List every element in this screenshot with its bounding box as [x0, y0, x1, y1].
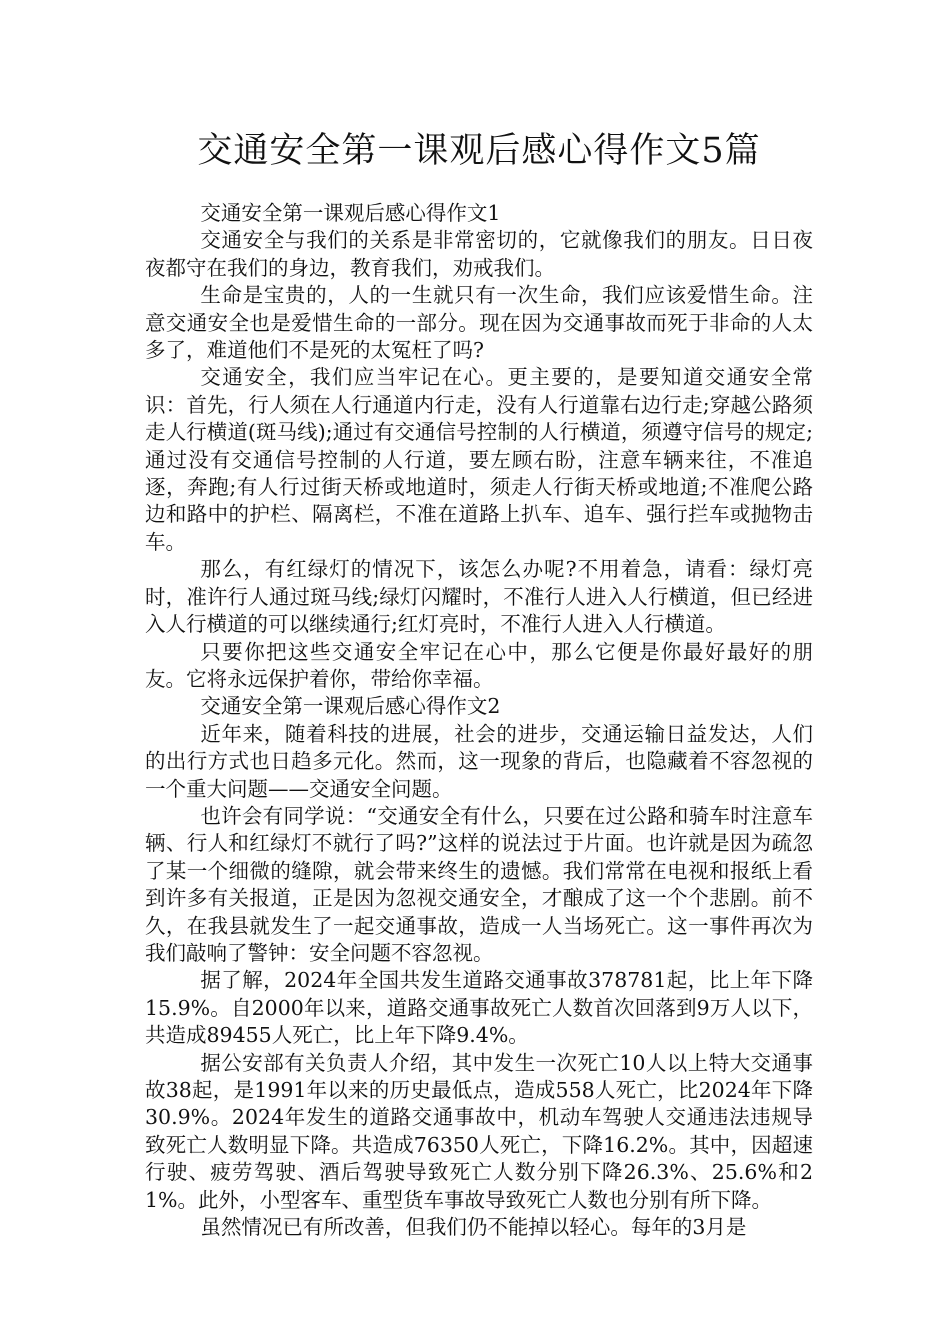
paragraph: 虽然情况已有所改善，但我们仍不能掉以轻心。每年的3月是: [200, 1215, 747, 1240]
paragraph: 据公安部有关负责人介绍，其中发生一次死亡10人以上特大交通事故38起，是1991年以来的历史最低点，造成558人死亡，比2024年下降30.9%。2024年发生的道路交通事故中，机动车驾驶人交通违法违规导致死亡人数明显下降。共造成76350人死亡，下降16.2%。其中，因超速行驶、疲劳驾驶、酒后驾驶导致死亡人数分别下降26.3%、25.6%和21%。此外，小型客车、重型货车事故导致死亡人数也分别有所下降。: [145, 1050, 813, 1212]
paragraph: 也许会有同学说：“交通安全有什么，只要在过公路和骑车时注意车辆、行人和红绿灯不就行了吗?”这样的说法过于片面。也许就是因为疏忽了某一个细微的缝隙，就会带来终生的遗憾。我们常常在电视和报纸上看到许多有关报道，正是因为忽视交通安全，才酿成了这一个个悲剧。前不久，在我县就发生了一起交通事故，造成一人当场死亡。这一事件再次为我们敲响了警钟：安全问题不容忽视。: [145, 803, 813, 965]
paragraph: 交通安全，我们应当牢记在心。更主要的，是要知道交通安全常识：首先，行人须在人行通道内行走，没有人行道靠右边行走;穿越公路须走人行横道(斑马线);通过有交通信号控制的人行横道，须遵守信号的规定;通过没有交通信号控制的人行道，要左顾右盼，注意车辆来往，不准追逐，奔跑;有人行过街天桥或地道时，须走人行街天桥或地道;不准爬公路边和路中的护栏、隔离栏，不准在道路上扒车、追车、强行拦车或抛物击车。: [145, 365, 813, 554]
section-heading: 交通安全第一课观后感心得作文2: [200, 694, 501, 719]
paragraph: 交通安全与我们的关系是非常密切的，它就像我们的朋友。日日夜夜都守在我们的身边，教育我们，劝戒我们。: [145, 228, 813, 280]
paragraph: 生命是宝贵的，人的一生就只有一次生命，我们应该爱惜生命。注意交通安全也是爱惜生命的一部分。现在因为交通事故而死于非命的人太多了，难道他们不是死的太冤枉了吗?: [145, 283, 813, 363]
document-title: 交通安全第一课观后感心得作文5篇: [197, 131, 761, 171]
document-body: [145, 200, 813, 1241]
paragraph: 那么，有红绿灯的情况下，该怎么办呢?不用着急，请看：绿灯亮时，准许行人通过斑马线;绿灯闪耀时，不准行人进入人行横道，但已经进入人行横道的可以继续通行;红灯亮时，不准行人进入人行横道。: [145, 557, 813, 637]
section-heading: 交通安全第一课观后感心得作文1: [200, 201, 501, 225]
paragraph: 只要你把这些交通安全牢记在心中，那么它便是你最好最好的朋友。它将永远保护着你，带给你幸福。: [145, 639, 813, 691]
document-page: [145, 128, 813, 1241]
paragraph: 据了解，2024年全国共发生道路交通事故378781起，比上年下降15.9%。自2000年以来，道路交通事故死亡人数首次回落到9万人以下，共造成89455人死亡，比上年下降9.4%。: [145, 968, 813, 1048]
paragraph: 近年来，随着科技的进展，社会的进步，交通运输日益发达，人们的出行方式也日趋多元化。然而，这一现象的背后，也隐藏着不容忽视的一个重大问题——交通安全问题。: [145, 721, 813, 801]
